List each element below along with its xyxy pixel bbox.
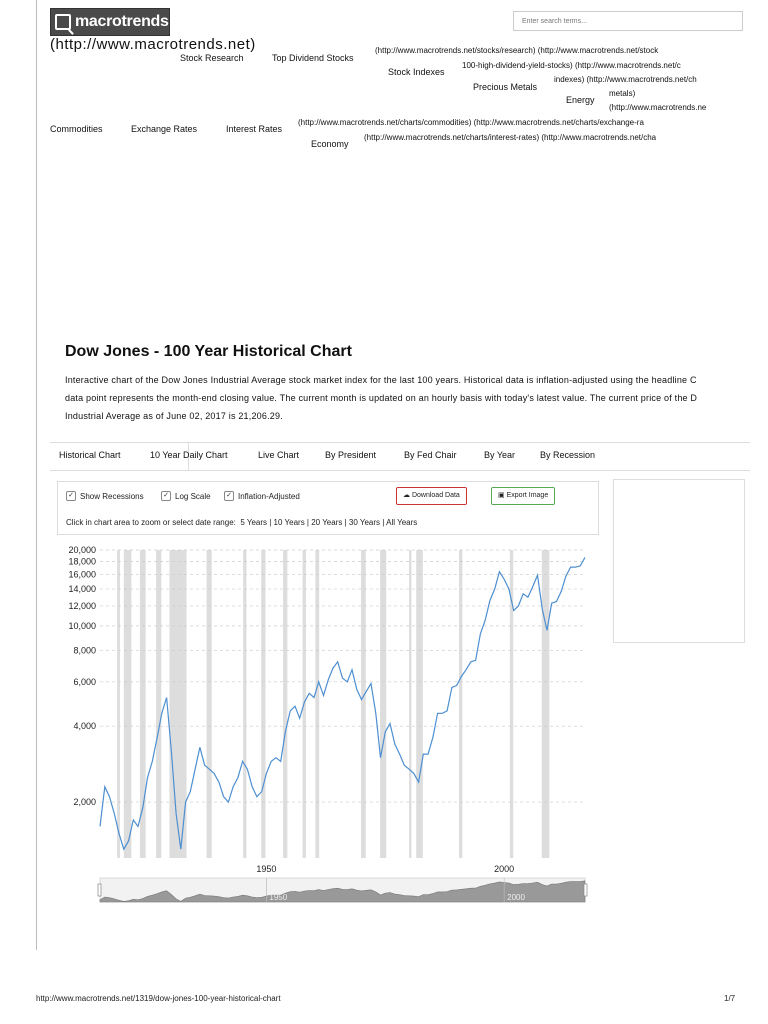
recession-band [207, 550, 212, 858]
download-data-button[interactable] [396, 487, 467, 505]
nav-url-line: metals) [609, 89, 636, 98]
chart-tabs [50, 442, 750, 471]
checkbox-label: Log Scale [175, 491, 211, 501]
nav-url-line: (http://www.macrotrends.net/charts/commodities) (http://www.macrotrends.net/charts/exchange-ra [298, 118, 644, 127]
image-icon: ▣ [498, 492, 505, 499]
button-label: Export Image [506, 492, 549, 499]
navigator-left-handle [98, 884, 101, 896]
range-5-years[interactable]: 5 Years [240, 518, 268, 527]
tab-10-year-daily-chart[interactable]: 10 Year Daily Chart [150, 450, 228, 460]
nav-top-dividend-stocks[interactable]: Top Dividend Stocks [272, 53, 354, 63]
tab-live-chart[interactable]: Live Chart [258, 450, 300, 460]
nav-economy[interactable]: Economy [311, 139, 349, 149]
recession-band [380, 550, 386, 858]
page-title: Dow Jones - 100 Year Historical Chart [65, 343, 352, 360]
y-tick-label: 20,000 [68, 545, 96, 555]
x-tick-label: 1950 [256, 864, 277, 874]
x-tick-label: 2000 [494, 864, 515, 874]
recession-band [459, 550, 462, 858]
range-30-years[interactable]: 30 Years [348, 518, 381, 527]
recession-band [416, 550, 423, 858]
check-icon: ✓ [66, 491, 76, 501]
nav-url-line: (http://www.macrotrends.net/stocks/research) (http://www.macrotrends.net/stock [375, 46, 659, 55]
nav-interest-rates[interactable]: Interest Rates [226, 124, 283, 134]
date-range-selector: Click in chart area to zoom or select date range: 5 Years | 10 Years | 20 Years | 30 Years | All Years [66, 518, 418, 527]
checkbox-label: Inflation-Adjusted [238, 491, 300, 501]
chart-controls [57, 481, 599, 535]
magnifier-icon [55, 14, 71, 30]
check-icon: ✓ [161, 491, 171, 501]
checkbox-label: Show Recessions [80, 491, 144, 501]
nav-stock-indexes[interactable]: Stock Indexes [388, 67, 445, 77]
navigator-label: 1950 [269, 893, 288, 902]
button-label: Download Data [411, 492, 460, 499]
site-logo[interactable] [50, 8, 170, 36]
navigator-label: 2000 [507, 893, 525, 902]
nav-energy[interactable]: Energy [566, 95, 595, 105]
show-recessions-checkbox[interactable] [66, 491, 144, 501]
y-tick-label: 16,000 [68, 569, 96, 580]
description-line: Industrial Average as of June 02, 2017 is 21,206.29. [65, 411, 283, 421]
footer-page-number: 1/7 [724, 994, 736, 1003]
range-20-years[interactable]: 20 Years [311, 518, 343, 527]
y-tick-label: 6,000 [73, 676, 96, 687]
recession-band [243, 550, 246, 858]
footer-url: http://www.macrotrends.net/1319/dow-jones-100-year-historical-chart [36, 994, 281, 1003]
tab-by-recession[interactable]: By Recession [540, 450, 596, 460]
nav-precious-metals[interactable]: Precious Metals [473, 82, 538, 92]
nav-url-line: 100-high-dividend-yield-stocks) (http://www.macrotrends.net/c [462, 61, 681, 70]
y-tick-label: 18,000 [68, 556, 96, 567]
y-tick-label: 12,000 [68, 600, 96, 611]
nav-exchange-rates[interactable]: Exchange Rates [131, 124, 198, 134]
navigator-right-handle [584, 884, 587, 896]
side-ad-box [613, 479, 745, 643]
y-tick-label: 14,000 [68, 584, 96, 595]
range-all-years[interactable]: All Years [386, 518, 418, 527]
download-icon: ☁ [403, 492, 410, 499]
y-tick-label: 8,000 [73, 645, 96, 656]
tab-by-fed-chair[interactable]: By Fed Chair [404, 450, 457, 460]
recession-band [117, 550, 120, 858]
tab-by-year[interactable]: By Year [484, 450, 516, 460]
recession-band [261, 550, 265, 858]
recession-band [283, 550, 287, 858]
recession-band [156, 550, 161, 858]
tab-historical-chart[interactable]: Historical Chart [59, 450, 121, 460]
nav-stock-research[interactable]: Stock Research [180, 53, 244, 63]
nav-url-line: (http://www.macrotrends.ne [609, 103, 707, 112]
nav-url-line: indexes) (http://www.macrotrends.net/ch [554, 75, 697, 84]
range-10-years[interactable]: 10 Years [273, 518, 305, 527]
recession-band [124, 550, 132, 858]
y-tick-label: 2,000 [73, 797, 96, 808]
nav-url-line: (http://www.macrotrends.net/charts/interest-rates) (http://www.macrotrends.net/cha [364, 133, 657, 142]
recession-band [361, 550, 366, 858]
description-line: Interactive chart of the Dow Jones Industrial Average stock market index for the last 100 years. Historical data is inflation-adjusted using the headline C [65, 375, 697, 385]
inflation-adjusted-checkbox[interactable] [224, 491, 300, 501]
site-url[interactable]: (http://www.macrotrends.net) [50, 36, 256, 53]
search-input[interactable]: Enter search terms... [513, 11, 743, 31]
export-image-button[interactable] [491, 487, 555, 505]
recession-band [140, 550, 146, 858]
recession-band [169, 550, 186, 858]
description-line: data point represents the month-end closing value. The current month is updated on an hourly basis with today's latest value. The current price of the D [65, 393, 698, 403]
recession-band [542, 550, 550, 858]
range-prefix: Click in chart area to zoom or select date range: [66, 518, 236, 527]
y-tick-label: 4,000 [73, 721, 96, 732]
log-scale-checkbox[interactable] [161, 491, 211, 501]
y-tick-label: 10,000 [68, 620, 96, 631]
logo-text: macrotrends [75, 13, 169, 30]
tab-by-president[interactable]: By President [325, 450, 377, 460]
check-icon: ✓ [224, 491, 234, 501]
nav-commodities[interactable]: Commodities [50, 124, 103, 134]
dow-jones-chart[interactable] [0, 540, 600, 910]
recession-band [409, 550, 411, 858]
recession-band [315, 550, 319, 858]
